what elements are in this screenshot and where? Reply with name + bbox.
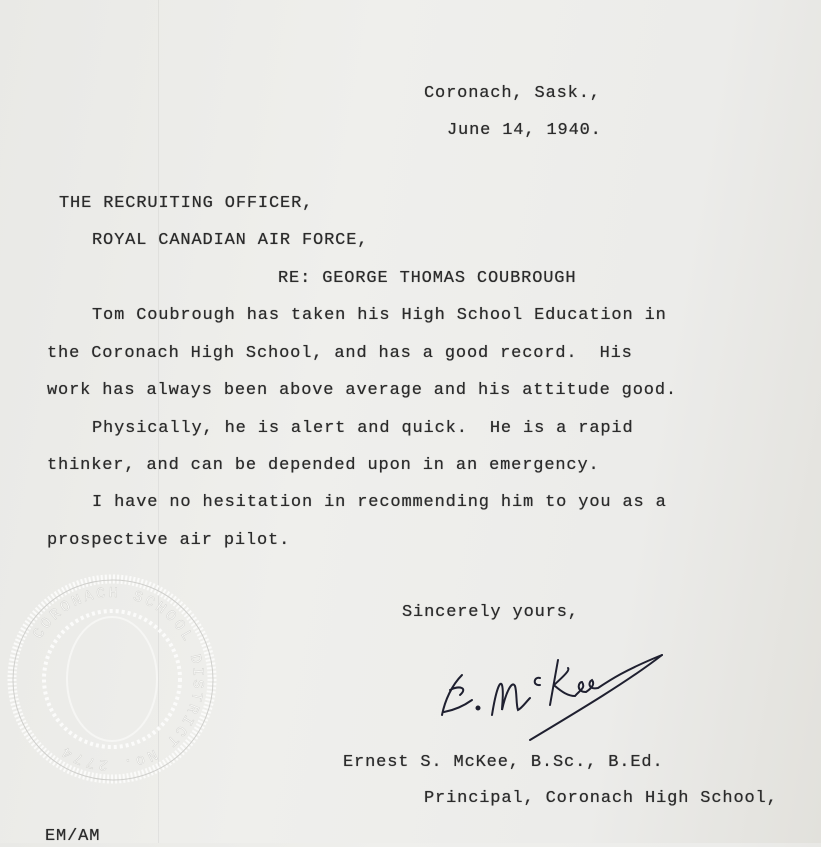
subject-line: RE: GEORGE THOMAS COUBROUGH bbox=[278, 269, 577, 288]
letter-date: June 14, 1940. bbox=[447, 121, 602, 140]
addressee-line-2: ROYAL CANADIAN AIR FORCE, bbox=[92, 231, 369, 250]
seal-outer-text: CORONACH SCHOOL DISTRICT No. 2774 bbox=[29, 584, 207, 774]
body-line: I have no hesitation in recommending him to you as a bbox=[92, 493, 667, 512]
signer-title: Principal, Coronach High School, bbox=[424, 789, 778, 808]
signer-name: Ernest S. McKee, B.Sc., B.Ed. bbox=[343, 753, 664, 772]
sender-place: Coronach, Sask., bbox=[424, 84, 601, 103]
handwritten-signature bbox=[430, 630, 670, 745]
embossed-school-seal bbox=[5, 572, 220, 787]
body-line: work has always been above average and his attitude good. bbox=[47, 381, 677, 400]
body-line: prospective air pilot. bbox=[47, 531, 291, 550]
body-line: the Coronach High School, and has a good record. His bbox=[47, 344, 633, 363]
body-line: thinker, and can be depended upon in an emergency. bbox=[47, 456, 600, 475]
closing: Sincerely yours, bbox=[402, 603, 579, 622]
addressee-line-1: THE RECRUITING OFFICER, bbox=[59, 194, 314, 213]
body-line: Physically, he is alert and quick. He is a rapid bbox=[92, 419, 634, 438]
body-line: Tom Coubrough has taken his High School Education in bbox=[92, 306, 667, 325]
typist-initials: EM/AM bbox=[45, 827, 101, 846]
